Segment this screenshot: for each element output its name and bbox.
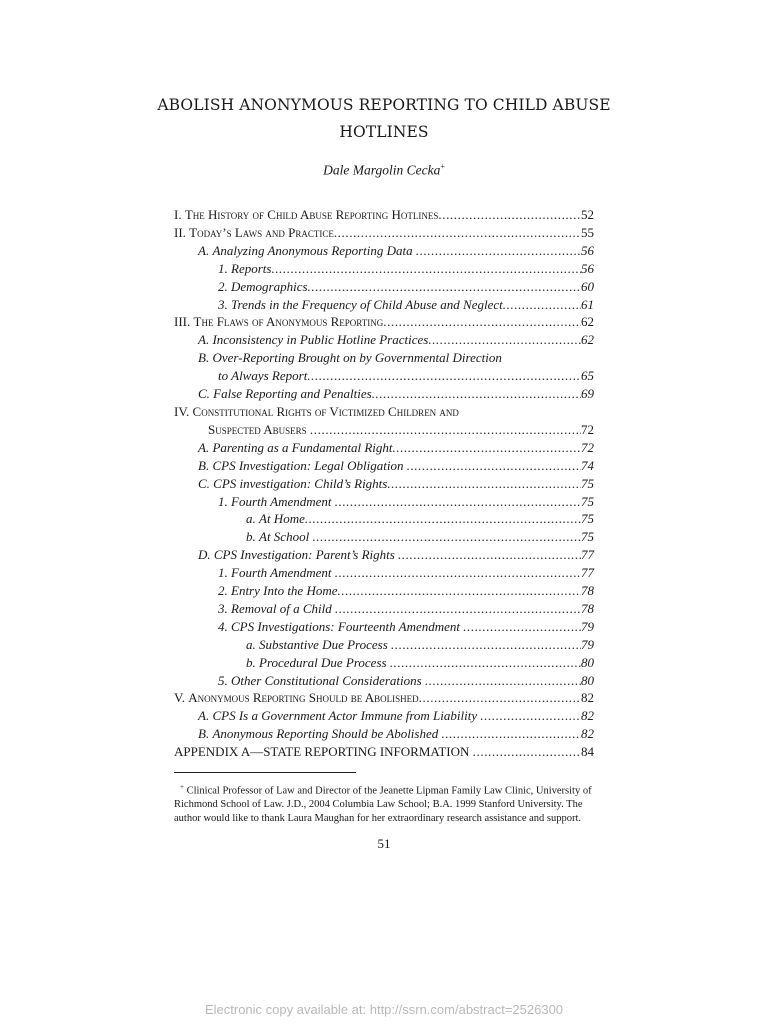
toc-entry [174,546,594,564]
toc-entry [174,493,594,511]
toc-leader [473,743,581,761]
toc-entry-number: 2. [218,583,228,599]
toc-entry-title: The History of Child Abuse Reporting Hotlines [184,207,439,222]
toc-entry-number: 2. [218,278,228,294]
toc-entry-title: Substantive Due Process [259,636,388,652]
toc-entry-page: 52 [581,207,594,222]
toc-leader [503,296,581,314]
toc-entry-title: Constitutional Rights of Victimized Children and [192,403,459,419]
toc-entry-page: 74 [581,457,594,473]
toc-entry [174,582,594,600]
toc-entry-number: B. [198,350,210,366]
toc-entry-page: 72 [581,439,594,455]
toc-leader [387,475,581,493]
toc-entry-title: CPS investigation: Child’s Rights [213,475,388,491]
toc-leader [338,582,581,600]
toc-entry-title: CPS Investigation: Parent’s Rights [213,547,395,563]
toc-entry [174,475,594,493]
toc-entry-title: Trends in the Frequency of Child Abuse and Neglect [231,296,503,312]
toc-entry [174,385,594,403]
toc-leader [312,528,581,546]
toc-entry-number: B. [198,457,210,473]
toc-leader [438,206,581,224]
toc-entry-number: D. [198,547,211,563]
toc-leader [419,689,581,707]
toc-entry-title: Removal of a Child [231,600,332,616]
toc-entry-page: 65 [581,368,594,384]
toc-entry-title: Analyzing Anonymous Reporting Data [212,242,413,258]
toc-entry-title: Other Constitutional Considerations [231,672,422,688]
toc-entry [174,439,594,457]
toc-entry-number: 3. [218,296,228,312]
toc-leader [335,564,581,582]
toc-entry-title: APPENDIX A—STATE REPORTING INFORMATION [174,744,470,760]
toc-entry [174,600,594,618]
toc-leader [335,600,581,618]
toc-entry-page: 55 [581,224,594,240]
toc-entry-number: 3. [218,600,228,616]
author-footnote-mark: + [440,162,445,171]
toc-leader [407,457,581,475]
toc-entry-number: III. [174,314,191,330]
toc-entry [174,331,594,349]
toc-entry-title: At School [259,529,310,545]
toc-entry-title: Entry Into the Home [231,583,338,599]
toc-entry-page: 82 [581,690,594,706]
toc-leader [390,654,581,672]
toc-leader [428,331,581,349]
toc-entry-page: 79 [581,618,594,634]
toc-entry [174,206,594,224]
toc-entry-page: 56 [581,260,594,276]
toc-entry [174,689,594,707]
toc-leader [480,707,581,725]
toc-entry [174,618,594,636]
toc-entry [174,654,594,672]
toc-entry-page: 82 [581,726,594,742]
ssrn-notice: Electronic copy available at: http://ssrn.com/abstract=2526300 [204,1002,564,1017]
toc-entry [174,224,594,242]
footnote-divider [174,772,356,773]
toc-entry-number: A. [198,242,210,258]
toc-entry [174,457,594,475]
toc-entry [174,510,594,528]
toc-entry-page: 82 [581,708,594,724]
toc-entry-number: 1. [218,493,228,509]
toc-entry-number: A. [198,439,210,455]
toc-entry-title: CPS Is a Government Actor Immune from Liability [212,708,478,724]
toc-entry-number: 4. [218,618,228,634]
toc-entry-page: 78 [581,583,594,599]
toc-leader [393,439,581,457]
toc-leader [463,618,581,636]
toc-entry-number: A. [198,332,210,348]
toc-entry-title: Today’s Laws and Practice [189,224,334,240]
toc-entry [174,242,594,260]
toc-entry-number: C. [198,386,210,402]
toc-entry-number: IV. [174,403,190,419]
toc-leader [305,510,581,528]
toc-leader [398,546,581,564]
toc-entry-title: The Flaws of Anonymous Reporting [193,314,384,330]
toc-leader [310,421,581,439]
toc-entry-number: B. [198,726,210,742]
toc-entry-page: 75 [581,493,594,509]
toc-entry-page: 69 [581,386,594,402]
toc-entry-page: 79 [581,636,594,652]
toc-entry-page: 60 [581,278,594,294]
toc-entry-page: 62 [581,332,594,348]
toc-leader [271,260,581,278]
toc-entry-page: 75 [581,529,594,545]
toc-entry-title: Demographics [231,278,308,294]
toc-entry-title: Parenting as a Fundamental Right [212,439,393,455]
toc-entry-title: False Reporting and Penalties [213,386,372,402]
toc-entry [174,743,594,761]
toc-entry-number: b. [246,529,256,545]
article-title: ABOLISH ANONYMOUS REPORTING TO CHILD ABUSE HOTLINES [157,96,611,141]
footnote-text: Clinical Professor of Law and Director of the Jeanette Lipman Family Law Clinic, University of Richmond School of Law. J.D., 2004 Columbia Law School; B.A. 1999 Stanford University. The author would like to thank Laura Maughan for her extraordinary research assistance and support. [174,785,592,825]
toc-entry-number: 1. [218,260,228,276]
toc-entry [174,564,594,582]
toc-entry-title: Fourth Amendment [231,493,332,509]
toc-entry-page: 75 [581,511,594,527]
toc-entry-title: At Home [259,511,305,527]
toc-entry-title: Over-Reporting Brought on by Governmental Direction [212,350,502,366]
toc-entry-number: A. [198,708,210,724]
toc-entry-number: b. [246,654,256,670]
toc-entry [174,725,594,743]
toc-entry-title: Reports [231,260,272,276]
toc-entry-title-continued: to Always Report [218,368,308,384]
toc-entry-page: 84 [581,744,594,760]
toc-leader [425,672,581,690]
toc-leader [416,242,581,260]
toc-leader [335,493,581,511]
toc-entry-page: 75 [581,475,594,491]
toc-entry [174,421,594,439]
toc-entry-number: a. [246,636,256,652]
toc-entry [174,260,594,278]
author-line [0,162,768,179]
footnote [174,781,596,826]
toc-leader [442,725,582,743]
toc-entry-title: Fourth Amendment [231,565,332,581]
toc-entry [174,367,594,385]
toc-entry-page: 61 [581,296,594,312]
toc-entry-title: Anonymous Reporting Should be Abolished [188,690,419,706]
toc-entry-title: CPS Investigations: Fourteenth Amendment [231,618,461,634]
toc-entry [174,528,594,546]
toc-entry-page: 77 [581,565,594,581]
toc-leader [391,636,581,654]
toc-entry [174,707,594,725]
toc-leader [334,224,581,242]
toc-entry-page: 56 [581,242,594,258]
page-number: 51 [377,836,391,851]
toc-entry-page: 78 [581,600,594,616]
toc-entry-number: a. [246,511,256,527]
toc-entry-first-line [174,403,594,421]
toc-entry-title: CPS Investigation: Legal Obligation [212,457,404,473]
toc-entry-title: Inconsistency in Public Hotline Practices [212,332,429,348]
toc-entry-number: 5. [218,672,228,688]
toc-entry-number: II. [174,224,186,240]
toc-entry-first-line [174,349,594,367]
toc-entry-page: 80 [581,672,594,688]
toc-entry [174,278,594,296]
toc-entry-title: Procedural Due Process [259,654,387,670]
toc-leader [372,385,581,403]
footnote-mark: + [180,783,184,791]
toc-entry [174,672,594,690]
toc-entry-title: Anonymous Reporting Should be Abolished [212,726,439,742]
toc-leader [308,278,581,296]
toc-entry-number: 1. [218,565,228,581]
toc-leader [307,367,581,385]
toc-entry [174,313,594,331]
author-name: Dale Margolin Cecka [323,162,441,178]
toc-entry-page: 62 [581,314,594,330]
toc-entry-page: 80 [581,654,594,670]
toc-entry [174,296,594,314]
toc-entry-page: 72 [581,421,594,437]
toc-entry-title-continued: Suspected Abusers [208,421,307,437]
toc-leader [383,313,581,331]
toc-entry [174,636,594,654]
toc-entry-number: V. [174,690,185,706]
toc-entry-number: C. [198,475,210,491]
table-of-contents [174,206,594,761]
toc-entry-page: 77 [581,547,594,563]
toc-entry-number: I. [174,207,182,222]
